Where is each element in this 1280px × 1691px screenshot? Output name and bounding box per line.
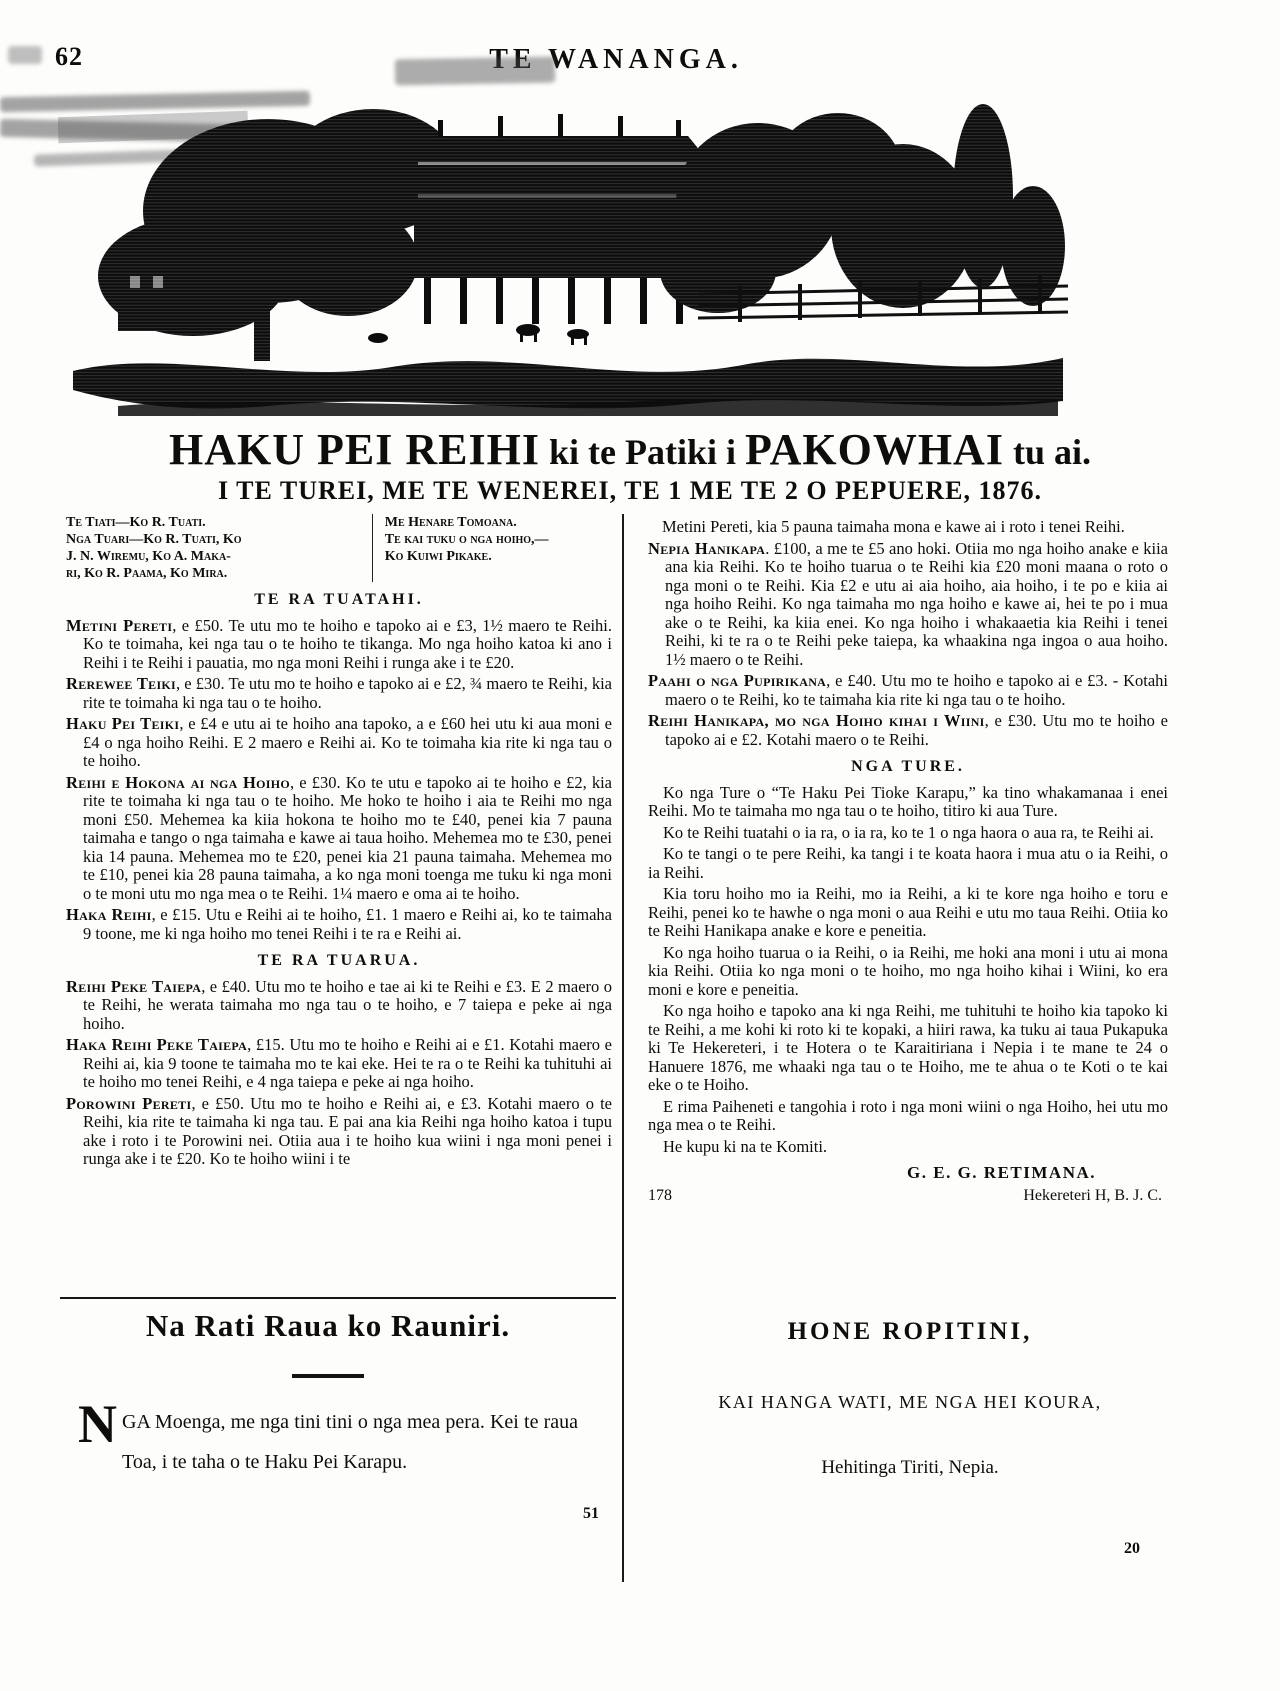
race-entry [66,906,612,943]
officials-block [66,514,612,582]
rules-paragraph: Ko te Reihi tuatahi o ia ra, o ia ra, ko te 1 o nga haora o aua ra, te Reihi ai. [663,822,1154,842]
race-entry-body: , e £30. Ko te utu e tapoko ai te hoiho e £2, kia rite te toimaha ki nga tau o te hoiho. Me hoko te hoiho i aia te Reihi mo nga moni £50. Mehemea ka kiia hokona te hoiho mo te £40, penei kia 7 pauna taimaha e tango o nga taimaha e kawe ai taua hoiho. Mehemea mo te £30, penei kia 14 pauna. Mehemea mo te £20, penei kia 21 pauna taimaha. Mehemea mo te £10, penei kia 28 pauna taimaha, a ko nga moni toenga me tuku ki nga moni o te moni utu mo nga mea o te Reihi. 1¼ maero e oma ai te hoiho. [83,772,613,903]
race-entry-body: , e £50. Utu mo te hoiho e Reihi ai, e £3. Kotahi maero o te Reihi, kia rite te taimaha ki nga tau. E pai ana kia Reihi nga hoiho katoa i tupu ake i roto i te Porowini nei. Otiia aua i te hoiho kua wiini i nga moni penei i runga ake i te £20. Ko te hoiho wiini i te [83,1093,612,1168]
race-entry-body: , e £40. Utu mo te hoiho e tapoko ai e £3. - Kotahi maero o te Reihi, ko te taimaha kia rite ki nga tau o te hoiho. [665,671,1168,709]
headline-part: PAKOWHAI [744,425,1004,474]
rules-paragraph: He kupu ki na te Komiti. [663,1136,828,1156]
headline-part: ki te Patiki i [539,432,745,472]
headline-part: tu ai. [1003,432,1091,472]
page-number-center: 51 [583,1505,599,1522]
section-heading-day-one: TE RA TUATAHI. [254,591,424,608]
ad-trade-line: KAI HANGA WATI, ME NGA HEI KOURA, [718,1392,1102,1412]
page-number-right: 20 [1124,1540,1140,1557]
race-entry [648,712,1168,749]
masthead-title: TE WANANGA. [489,44,743,75]
signature-name: G. E. G. RETIMANA. [907,1163,1096,1182]
ad-title: Na Rati Raua ko Rauniri. [145,1308,511,1343]
officials-line: Nga Tuari—Ko R. Tuati, Ko [66,532,242,547]
race-entry-lead: Reihi Hanikapa, mo nga Hoiho kihai i Wiini [648,711,985,730]
race-entry-lead: Nepia Hanikapa [648,538,766,558]
horizontal-rule [60,1297,616,1299]
dateline: I TE TUREI, ME TE WENEREI, TE 1 ME TE 2 O PEPUERE, 1876. [218,476,1042,505]
race-entry-body: . £100, a me te £5 ano hoki. Otiia mo nga hoiho anake e kiia ana kia Reihi. Ko te hoiho tuarua o te Reihi kia £20 moni maana o roto o nga moni o te Reihi. Kia £2 e utu ai aia hoiho, aia hoiho, i te po e kiia ai nga hoiho Reihi. Ko nga taimaha mo nga hoiho e kawe ai, hei te po i mua ake o te Reihi, ka kiia enei. Ko nga hoiho i whakaaetia kia Reihi i tenei Reihi, ki te ra o te Reihi peke taiepa, ka whaakina nga ingoa o aua hoiho. 1½ maero o te Reihi. [665,538,1168,669]
officials-line: Te Tiati—Ko R. Tuati. [66,515,206,530]
ad-hone-ropitini [650,1318,1170,1479]
race-entry-lead: Haku Pei Teiki [66,714,180,733]
officials-line: Te kai tuku o nga hoiho,— [384,532,549,547]
signature-row [648,1164,1168,1205]
signature-title: Hekereteri H, B. J. C. [1023,1186,1162,1204]
officials-line: Me Henare Tomoana. [384,515,517,530]
officials-judges [66,514,372,582]
rules-paragraph: Ko nga hoiho tuarua o ia Reihi, o ia Reihi, me hoki ana moni i utu ai mona kia Reihi. Otiia ko nga moni o te hoiho, mo nga hoiho kihai i Wiini, ko era moni e kore e peneitia. [648,942,1168,999]
race-entry-body: , e £30. Utu mo te hoiho e tapoko ai e £2. Kotahi maero o te Reihi. [665,711,1168,749]
ad-body-text: GA Moenga, me nga tini tini o nga mea pera. Kei te raua Toa, i te taha o te Haku Pei Karapu. [122,1411,578,1473]
section-heading-day-two: TE RA TUARUA. [257,952,421,969]
race-entry [648,540,1168,670]
page-number-left: 62 [55,42,83,71]
ad-body [78,1394,578,1482]
race-entry-lead: Haka Reihi Peke Taiepa [66,1035,248,1054]
print-smudge [8,46,42,64]
race-entry-lead: Porowini Pereti [66,1093,192,1113]
rules-paragraph: Ko nga Ture o “Te Haku Pei Tioke Karapu,” ka tino whakamanaa i enei Reihi. Mo te taimaha mo nga tau o te hoiho, titiro ki aua Ture. [648,782,1168,820]
officials-line: J. N. Wiremu, Ko A. Maka- [66,549,231,564]
race-entry [66,617,612,673]
column-divider-rule [622,514,624,1582]
race-entry [66,1036,612,1092]
signature-block [907,1164,1168,1205]
race-entry-body: , £15. Utu mo te hoiho e Reihi ai e £1. Kotahi maero e Reihi ai, kia 9 toone te taimaha mo te kai eke. Hei te ra o te Reihi ka tuhituhi ai te hoiho mo tenei Reihi, e 4 nga taiepa e peke ai nga hoiho. [83,1035,612,1091]
right-column [648,518,1168,1205]
rules-paragraph: Kia toru hoiho mo ia Reihi, mo ia Reihi, a ki te kore nga hoiho e toru e Reihi, penei ko te hawhe o nga moni o aua Reihi e utu mo taua Reihi. Otiia ko te Reihi Hanikapa anake e kore e peneitia. [648,884,1168,940]
race-entry [66,774,612,904]
race-entry [66,675,612,712]
ad-na-rati [78,1308,578,1482]
race-entry-lead: Paahi o nga Pupirikana [648,671,827,690]
race-entry-body: , e £50. Te utu mo te hoiho e tapoko ai e £3, 1½ maero te Reihi. Ko te toimaha, kei nga tau o te hoiho te tikanga. Mo nga hoiho katoa ki ano i Reihi i te Reihi i pauatia, mo nga moni Reihi i runga ake i te £20. [83,615,612,672]
race-entry-lead: Haka Reihi [66,905,152,924]
race-entry-lead: Reihi e Hokona ai nga Hoiho [66,772,291,792]
race-entry-lead: Metini Pereti [66,615,173,635]
ad-address-line: Hehitinga Tiriti, Nepia. [821,1457,999,1478]
left-column [66,514,612,1172]
drop-cap: N [78,1394,117,1454]
officials-line: ri, Ko R. Paama, Ko Mira. [66,566,228,581]
rules-paragraph: E rima Paiheneti e tangohia i roto i nga moni wiini o nga Hoiho, hei utu mo nga mea o te Reihi. [648,1096,1168,1134]
rules-paragraph: Ko te tangi o te pere Reihi, ka tangi i te koata haora i mua atu o ia Reihi, o ia Reihi. [648,844,1168,882]
race-entry [66,978,612,1034]
race-entry-lead: Reihi Peke Taiepa [66,976,202,996]
race-entry-body: , e £15. Utu e Reihi ai te hoiho, £1. 1 maero e Reihi ai, ko te taimaha 9 toone, me ki nga hoiho mo tenei Reihi i te ra e Reihi ai. [83,905,612,943]
column-number: 178 [648,1186,672,1204]
race-entry-lead: Rerewee Teiki [66,674,177,693]
section-heading-rules: NGA TURE. [851,758,965,775]
race-entry [648,672,1168,709]
title-rule [292,1374,364,1378]
race-entry [66,1095,612,1169]
ad-name-line: HONE ROPITINI, [787,1318,1033,1345]
race-entry-body: , e £40. Utu mo te hoiho e tae ai ki te Reihi e £3. E 2 maero o te Reihi, he werata taimaha mo nga tau o te hoiho, e 7 taiepa e peke ai nga hoiho. [83,976,612,1033]
rules-paragraph: Ko nga hoiho e tapoko ana ki nga Reihi, me tuhituhi te hoiho kia tapoko ki te Reihi, a me kohi ki roto ki te kopaki, a hiiri rawa, ka tuku ai taua Pukapuka ki Te Hekereteri, i te Hotera o te Karaitiriana i Nepia i te mane te 24 o Hanuere 1876, me whaaki nga tau o te Hoiho, me te ahua o te Koti o te kai eke o te Hoiho. [648,1001,1168,1094]
headline-part: HAKU PEI REIHI [169,425,540,474]
print-smudge [395,57,555,86]
race-entry [66,715,612,771]
race-entry-body: , e £30. Te utu mo te hoiho e tapoko ai e £2, ¾ maero te Reihi, kia rite te toimaha ki nga tau o te hoiho. [83,674,612,712]
race-entry-body: , e £4 e utu ai te hoiho ana tapoko, a e £60 hei utu ki aua moni e £4 o nga hoiho Reihi. E 2 maero e Reihi ai. Ko te toimaha kia rite ki nga tau o te hoiho. [83,714,612,770]
racecourse-engraving-illustration [58,86,1073,421]
officials-line: Ko Kuiwi Pikake. [384,549,492,564]
entry-continuation: Metini Pereti, kia 5 pauna taimaha mona e kawe ai i roto i tenei Reihi. [662,517,1125,536]
officials-starters [372,514,612,582]
main-headline [40,424,1220,475]
